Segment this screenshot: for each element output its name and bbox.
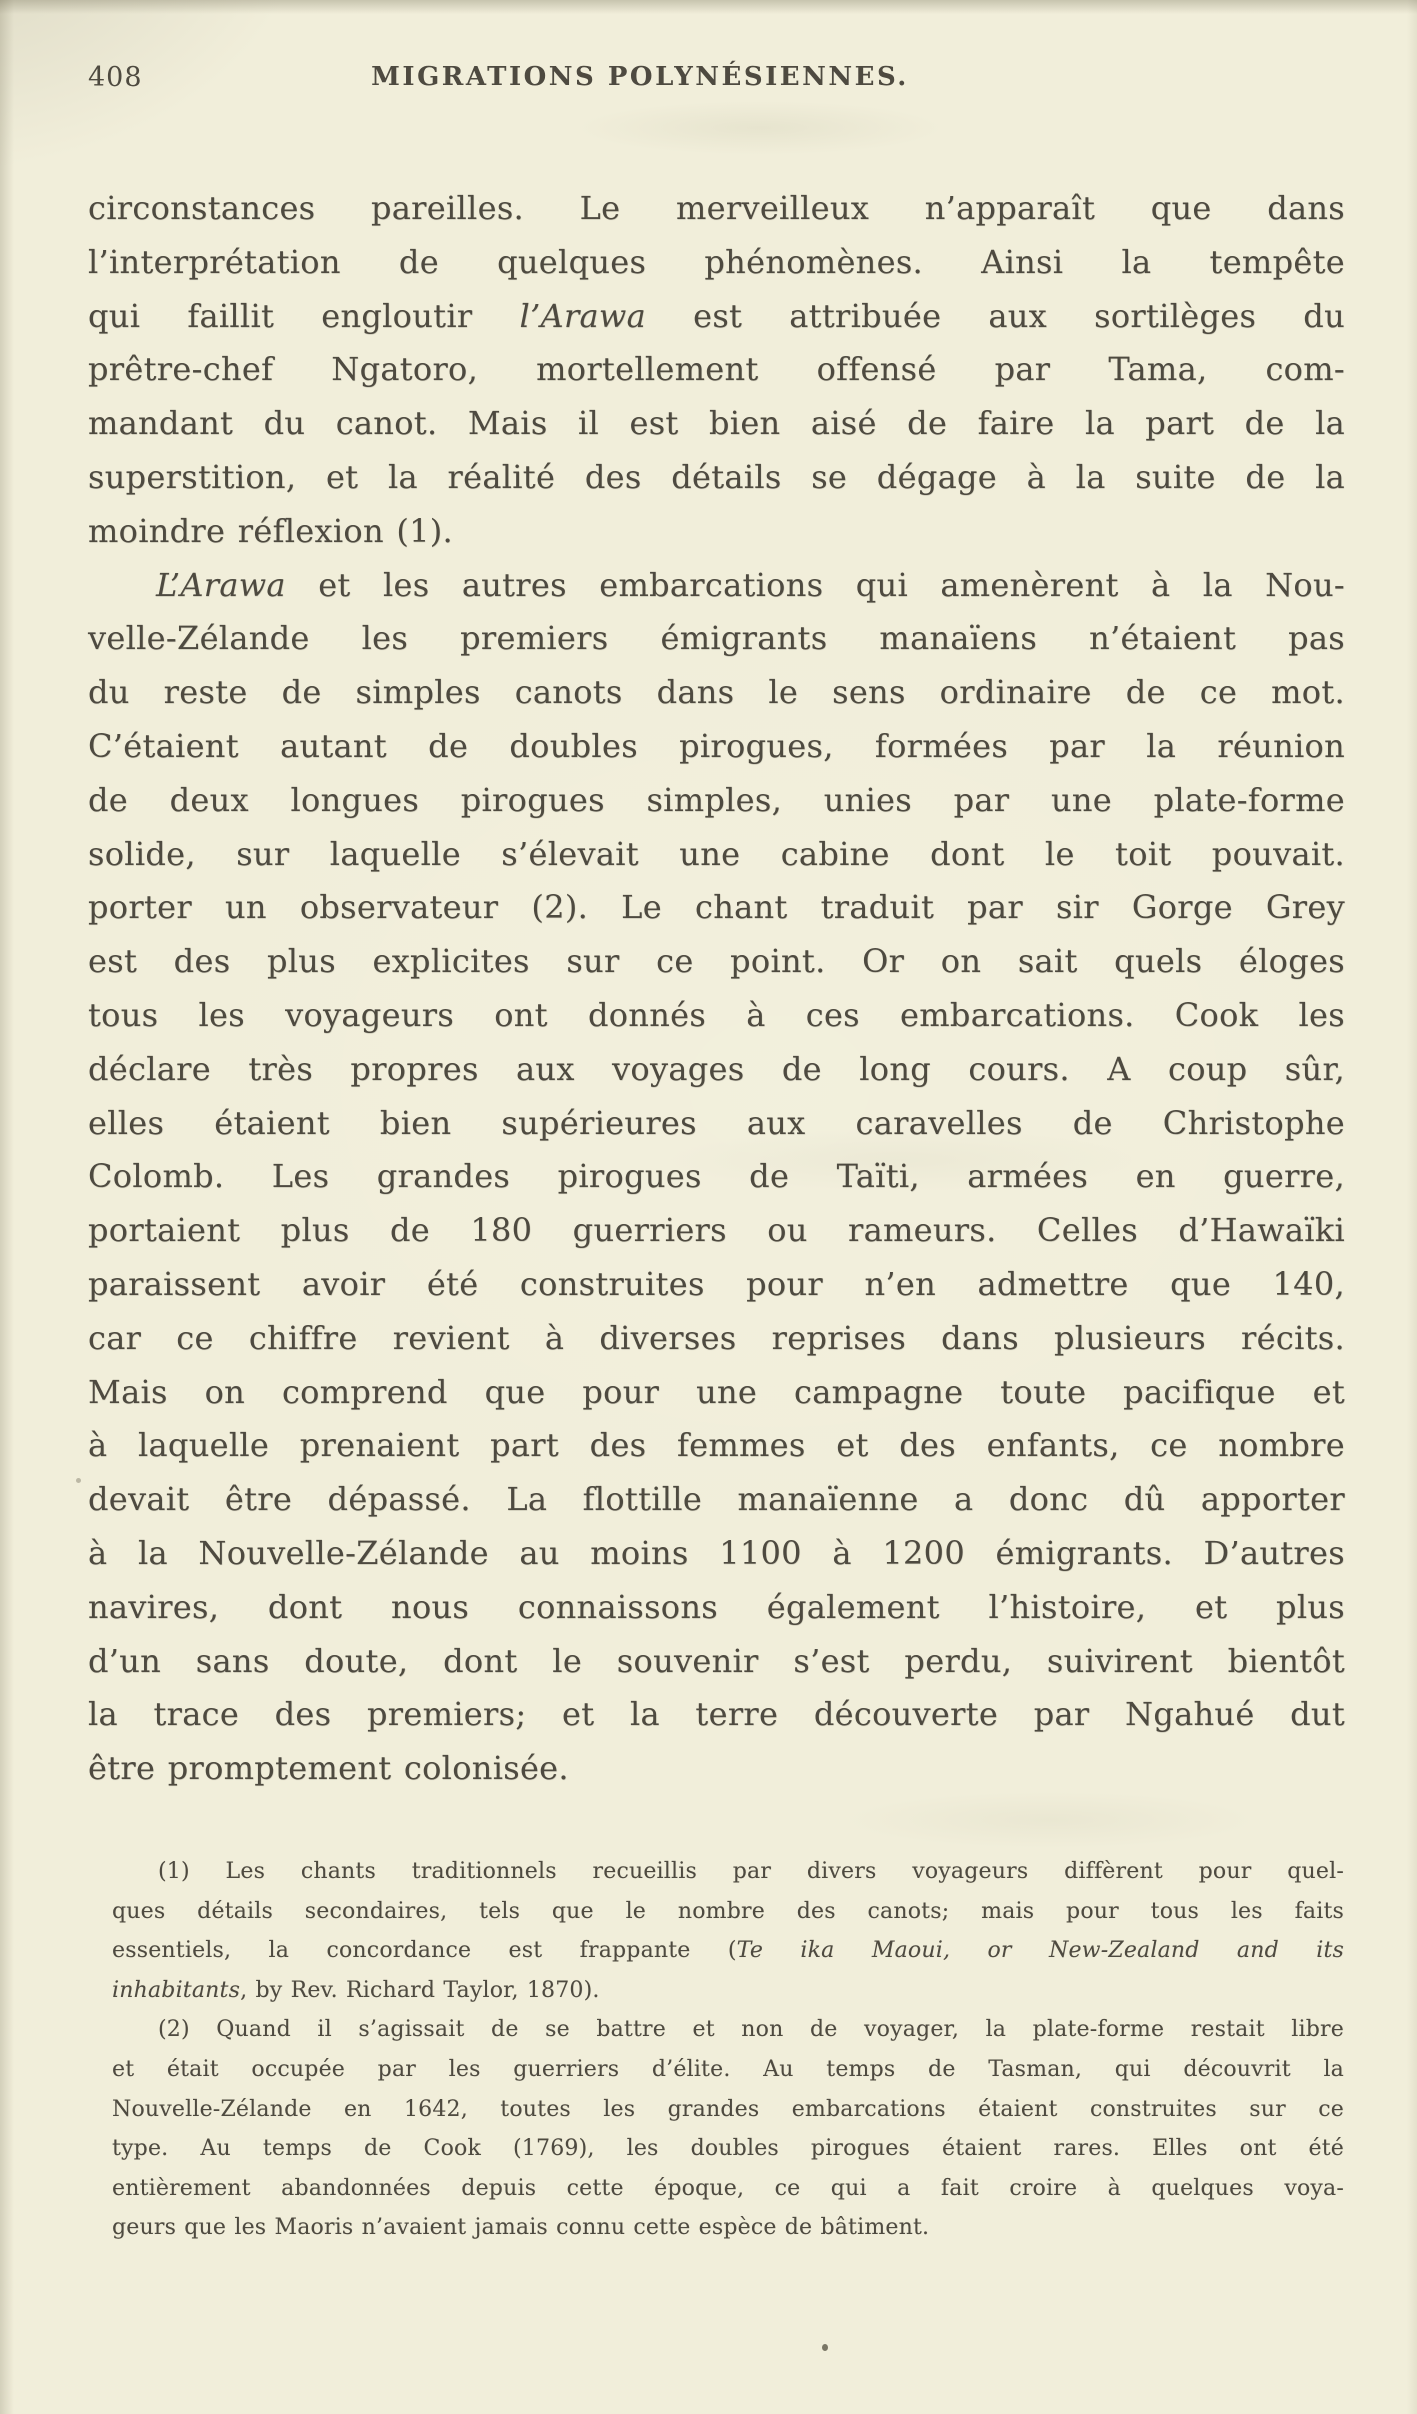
page-number: 408 [88,62,143,93]
text-segment: tous les voyageurs ont donnés à ces embarcations. Cook les [88,995,1345,1034]
text-segment: la trace des premiers; et la terre découverte par Ngahué dut [88,1695,1345,1734]
text-segment: devait être dépassé. La flottille manaïenne a donc dû apporter [88,1480,1345,1519]
body-text [88,182,1345,1796]
text-segment: déclare très propres aux voyages de long cours. A coup sûr, [88,1049,1345,1088]
text-line [88,612,1345,666]
text-segment: solide, sur laquelle s’élevait une cabine dont le toit pouvait. [88,834,1345,873]
text-segment: superstition, et la réalité des détails se dégage à la suite de la [88,457,1345,496]
text-segment: navires, dont nous connaissons également l’histoire, et plus [88,1587,1345,1626]
text-segment: l’interprétation de quelques phénomènes. Ainsi la tempête [88,242,1345,281]
text-segment: et était occupée par les guerriers d’élite. Au temps de Tasman, qui découvrit la [112,2056,1344,2082]
text-segment: prêtre-chef Ngatoro, mortellement offensé par Tama, com- [88,350,1345,389]
text-segment: velle-Zélande les premiers émigrants manaïens n’étaient pas [88,619,1345,658]
text-segment: , by Rev. Richard Taylor, 1870). [240,1977,600,2003]
text-segment: est attribuée aux sortilèges du [646,296,1345,335]
text-segment: entièrement abandonnées depuis cette époque, ce qui a fait croire à quelques voya- [112,2175,1344,2201]
text-line [88,1204,1345,1258]
text-segment: Colomb. Les grandes pirogues de Taïti, armées en guerre, [88,1157,1345,1196]
text-line [88,182,1345,236]
text-line [88,236,1345,290]
text-segment: essentiels, la concordance est frappante ( [112,1938,737,1964]
text-line [88,828,1345,882]
text-line [88,1742,1345,1796]
text-line [88,1527,1345,1581]
text-segment: d’un sans doute, dont le souvenir s’est perdu, suivirent bientôt [88,1641,1345,1680]
text-line [88,1258,1345,1312]
text-segment: porter un observateur (2). Le chant traduit par sir Gorge Grey [88,888,1345,927]
text-line [88,451,1345,505]
italic-text: inhabitants [112,1977,241,2003]
text-segment: car ce chiffre revient à diverses reprises dans plusieurs récits. [88,1318,1345,1357]
text-line [88,1473,1345,1527]
text-segment: moindre réflexion (1). [88,511,454,550]
footnote [112,2010,1344,2248]
text-segment: à la Nouvelle-Zélande au moins 1100 à 1200 émigrants. D’autres [88,1533,1345,1572]
text-line [88,935,1345,989]
text-line [88,774,1345,828]
text-segment: (2) Quand il s’agissait de se battre et non de voyager, la plate-forme restait libre [158,2017,1344,2043]
footnote [112,1852,1344,2010]
ink-speck [76,1478,81,1483]
text-line [112,1892,1344,1932]
text-line [88,1097,1345,1151]
text-line [112,2208,1344,2248]
text-line [88,559,1345,613]
text-segment: qui faillit engloutir [88,296,520,335]
text-line [88,1635,1345,1689]
running-title: MIGRATIONS POLYNÉSIENNES. [371,62,909,92]
text-line [112,2010,1344,2050]
text-segment: paraissent avoir été construites pour n’en admettre que 140, [88,1264,1345,1303]
text-segment: ques détails secondaires, tels que le nombre des canots; mais pour tous les faits [112,1898,1344,1924]
text-segment: elles étaient bien supérieures aux caravelles de Christophe [88,1103,1345,1142]
italic-text: L’Arawa [156,565,286,604]
text-segment: geurs que les Maoris n’avaient jamais connu cette espèce de bâtiment. [112,2215,930,2241]
text-line [112,1931,1344,1971]
text-line [88,1150,1345,1204]
italic-text: l’Arawa [519,296,647,335]
paragraph [88,182,1345,559]
text-line [112,2169,1344,2209]
text-line [88,989,1345,1043]
text-segment: Mais on comprend que pour une campagne toute pacifique et [88,1372,1345,1411]
text-segment: Nouvelle-Zélande en 1642, toutes les grandes embarcations étaient construites sur ce [112,2096,1344,2122]
text-line [88,1366,1345,1420]
text-segment: est des plus explicites sur ce point. Or on sait quels éloges [88,942,1345,981]
text-line [112,2050,1344,2090]
text-segment: à laquelle prenaient part des femmes et des enfants, ce nombre [88,1426,1345,1465]
text-segment: type. Au temps de Cook (1769), les doubles pirogues étaient rares. Elles ont été [112,2136,1344,2162]
text-line [88,881,1345,935]
text-line [88,1312,1345,1366]
text-line [88,290,1345,344]
text-line [88,397,1345,451]
page-header [0,62,1417,102]
text-segment: (1) Les chants traditionnels recueillis par divers voyageurs diffèrent pour quel- [158,1859,1344,1884]
text-line [88,720,1345,774]
text-segment: du reste de simples canots dans le sens ordinaire de ce mot. [88,673,1345,712]
text-segment: portaient plus de 180 guerriers ou rameurs. Celles d’Hawaïki [88,1211,1345,1250]
text-line [88,666,1345,720]
text-line [112,1971,1344,2011]
text-segment: de deux longues pirogues simples, unies par une plate-forme [88,780,1345,819]
text-line [88,1581,1345,1635]
text-line [112,2129,1344,2169]
text-segment: C’étaient autant de doubles pirogues, formées par la réunion [88,726,1345,765]
text-line [88,1419,1345,1473]
text-line [88,1688,1345,1742]
text-segment: et les autres embarcations qui amenèrent à la Nou- [285,565,1345,604]
footnotes [112,1852,1344,2248]
text-segment: mandant du canot. Mais il est bien aisé de faire la part de la [88,404,1345,443]
text-segment: circonstances pareilles. Le merveilleux n’apparaît que dans [88,189,1345,227]
paragraph [88,559,1345,1796]
text-line [88,1043,1345,1097]
text-line [112,1852,1344,1892]
text-segment: être promptement colonisée. [88,1749,569,1788]
italic-text: Te ika Maoui, or New-Zealand and its [736,1938,1344,1964]
text-line [88,343,1345,397]
ink-speck [822,2344,828,2351]
text-line [88,505,1345,559]
text-line [112,2090,1344,2130]
